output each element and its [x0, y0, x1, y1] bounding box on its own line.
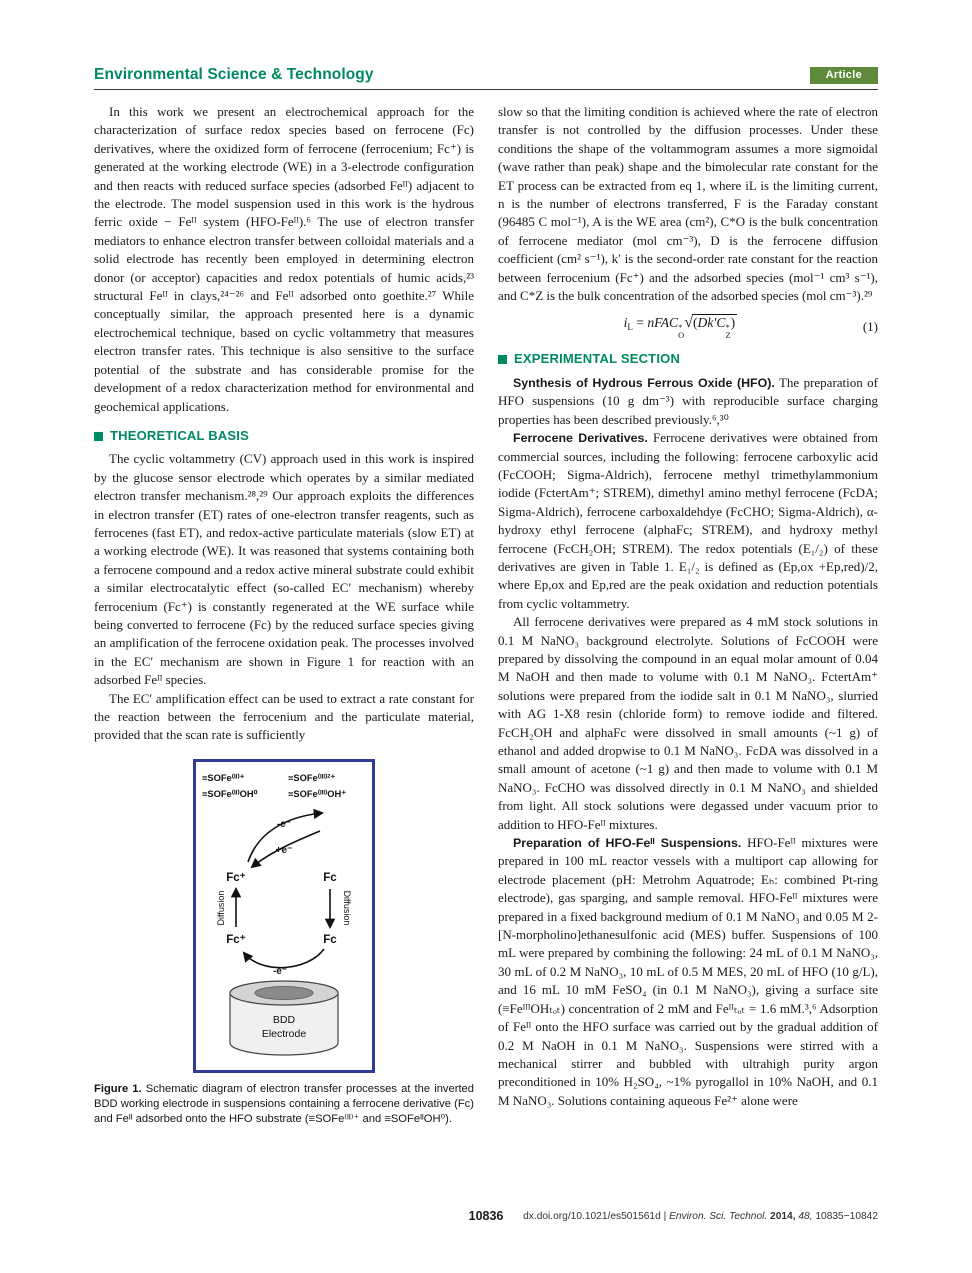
left-column [94, 103, 474, 1127]
eq-coef-sup: * [678, 322, 683, 333]
electron-loss-top-label: -e⁻ [276, 818, 292, 830]
fc-plus-upper-label: Fc⁺ [226, 871, 246, 884]
paragraph-ec-amplification: The EC′ amplification effect can be used to extract a rate constant for the reaction between the ferrocenium and the particulate material, provided that the scan rate is sufficiently [94, 690, 474, 743]
equation-1 [498, 314, 878, 339]
eq-inner-sup: * [725, 322, 730, 333]
eq-lhs-sub: L [627, 322, 633, 333]
paragraph-stock-solutions: All ferrocene derivatives were prepared as 4 mM stock solutions in 0.1 M NaNO₃ background electrolyte. Solutions of FcCOOH were prepared by dissolving the compound in an equal molar amount of 0.04 M NaOH and then made to volume with 0.1 M NaNO₃. FctertAm⁺ solutions were prepared from the iodide salt in 0.1 M NaNO₃, slurried with AG 1-X8 resin (chloride form) to remove iodide and filtered. FcCH₂OH and alphaFc were dissolved in small amounts (~1 g) of ethanol and added dropwise to 0.1 M NaNO₃. FcDA was dissolved in a small amount of acetone (~1 g) and then made to volume with 0.1 M NaNO₃. FcCHO was dissolved directly in 0.1 M NaNO₃ and shielded from light. All stock solutions were degassed under vacuum prior to addition to HFO-Feᴵᴵ mixtures. [498, 614, 878, 832]
paragraph-intro: In this work we present an electrochemical approach for the characterization of surface redox species based on ferrocene (Fc) derivatives, where the oxidized form of ferrocene (ferrocenium; Fc⁺) is generated at the working electrode (WE) in a 3-electrode configuration and then reacts with reduced surface species (adsorbed Feᴵᴵ) adjacent to the electrode. The model suspension used in this work is the hydrous ferric oxide − Feᴵᴵ system (HFO-Feᴵᴵ).⁶ The use of electron transfer mediators to enhance electron transfer between colloidal materials and a solid electrode has recently been employed in determining electron donor (or acceptor) capacities and redox potentials of humic acids,²³ structural Feᴵᴵ in clays,²⁴⁻²⁶ and Feᴵᴵ adsorbed onto goethite.²⁷ While conceptually similar, the approach presented here is a dynamic electrochemical technique, based on cyclic voltammetry that measures electron transfer rates. This technique is also sensitive to the surface potential of the substrate and has considerable promise for the development of a redox characterization method for environmental and geochemical applications. [94, 104, 474, 414]
paragraph-cv-approach: The cyclic voltammetry (CV) approach used in this work is inspired by the glucose sensor electrode which operates by a similar mediated electron transfer mechanism.²⁸,²⁹ Our approach exploits the differences in electron transfer (ET) rates of one-electron transfer reagents, such as ferrocenes (fast ET), and redox-active particulate materials (slow ET) at a working electrode (WE). It was reasoned that systems containing both a ferrocene compound and a redox active mineral substrate could exhibit a similar electrocatalytic effect (so-called EC′ mechanism) whereby ferrocenium (Fc⁺) is constantly regenerated at the WE surface while being converted to ferrocene (Fc) by the reduced surface species giving an amplification of the ferrocene oxidation peak. The processes involved in the EC′ mechanism are shown in Figure 1 for reaction with an adsorbed Feᴵᴵ species. [94, 451, 474, 688]
paragraph-preparation-suspensions [498, 834, 878, 1110]
subsection-title-synthesis: Synthesis of Hydrous Ferrous Oxide (HFO). [513, 375, 775, 390]
equation-1-number: (1) [862, 318, 878, 334]
equation-1-expression [498, 314, 863, 339]
fc-lower-label: Fc [323, 933, 337, 946]
electron-loss-bottom-label: -e⁻ [272, 965, 288, 977]
subsection-title-preparation: Preparation of HFO-Feᴵᴵ Suspensions. [513, 836, 742, 851]
article-type-badge: Article [810, 67, 878, 84]
eq-coefficient: nFAC [647, 315, 679, 331]
electron-transfer-schematic [200, 767, 368, 1067]
section-heading-label: THEORETICAL BASIS [110, 427, 249, 443]
subsection-title-derivatives: Ferrocene Derivatives. [513, 431, 648, 446]
fc-upper-label: Fc [323, 871, 337, 884]
doi-pages: 10835−10842 [812, 1211, 878, 1222]
subsection-text: Ferrocene derivatives were obtained from commercial sources, including the following: ferrocene carboxylic acid (FcCOOH; Sigma-Aldrich), ferrocene methyl trimethylammonium iodide (FctertAm⁺; STREM), dimethyl amino methyl ferrocene (FcDA; Sigma-Aldrich), ferrocene carboxaldehdye (FcCHO; Sigma-Aldrich), α-hydroxy ethyl ferrocene (alphaFc; STREM), and hydroxy methyl ferrocene (FcCH₂OH; STREM). The redox potentials (E₁/₂) of these derivatives are given in Table 1. E₁/₂ is defined as (Ep,ox +Ep,red)/2, where Ep,ox and Ep,red are the peak oxidation and reduction potentials from cyclic voltammetry. [498, 430, 878, 611]
species-label: ≡SOFe⁽ᴵᴵᴵ⁾²⁺ [288, 772, 336, 783]
electrode-oxidation-arrow [244, 949, 324, 968]
section-bullet-icon [498, 355, 507, 364]
figure-1-diagram [193, 759, 375, 1073]
eq-paren-open: ( [693, 315, 698, 331]
eq-equals: = [632, 315, 648, 331]
section-heading-theoretical-basis [94, 427, 474, 445]
figure-caption-lead: Figure 1. [94, 1082, 142, 1095]
doi-link-text[interactable]: dx.doi.org/10.1021/es501561d | [523, 1211, 670, 1222]
eq-coef-sub: O [678, 329, 685, 340]
journal-header [94, 66, 878, 84]
section-heading-experimental-section [498, 350, 878, 368]
figure-caption-text: Schematic diagram of electron transfer processes at the inverted BDD working electrode in suspensions containing a ferrocene derivative (Fc) and Feᴵᴵ adsorbed onto the HFO substrate (≡SOFe⁽ᴵᴵ⁾⁺ and ≡SOFeᴵᴵOH⁰). [94, 1082, 475, 1125]
figure-1-caption [94, 1082, 474, 1127]
bdd-disk [255, 986, 313, 999]
section-bullet-icon [94, 432, 103, 441]
subsection-text: HFO-Feᴵᴵ mixtures were prepared in 100 mL reactor vessels with a multiport cap allowing for electrode placement (pH: Metrohm Aquatrode; Eₕ: combined Pt-ring electrode), gas sparging, and sample removal. HFO-Feᴵᴵ mixtures were prepared in a fixed background medium of 0.1 M NaNO₃ and 0.05 M 2-[N-morpholino]ethanesulfonic acid (MES) buffer. Suspensions of 100 mL were prepared by combining the following: 24 mL of 0.1 M NaNO₃, 30 mL of 0.2 M NaNO₃, 10 mL of 0.5 M MES, 20 mL of HFO (10 g/L), and 16 mL 10 mM FeSO₄ (in 0.1 M NaNO₃), giving a surface site (≡FeᴵᴵᴵOHₜₒₜ) concentration of 2 mM and Feᴵᴵₜₒₜ = 1.6 mM.³,⁶ Adsorption of Feᴵᴵ onto the HFO surface was carried out by the gradual addition of 0.2 M NaOH in 0.1 M NaNO₃. Suspensions were stirred with a mechanical stirrer and bubbled with ultrahigh purity argon preconditioned in 10% H₂SO₄, ~1% pyrogallol in 10% NaOH, and 0.1 M NaNO₃. Solutions containing aqueous Fe²⁺ alone were [498, 835, 878, 1108]
electrode-label-line2: Electrode [261, 1027, 307, 1040]
paragraph-ferrocene-derivatives [498, 429, 878, 613]
eq-inner-sub: Z [725, 329, 731, 340]
eq-paren-close: ) [730, 315, 736, 331]
radical-sign: √ [684, 314, 694, 332]
doi-year: 2014, [767, 1211, 796, 1222]
journal-title: Environmental Science & Technology [94, 66, 374, 83]
doi-volume: 48, [795, 1211, 813, 1222]
electrode-label-line1: BDD [272, 1013, 296, 1026]
paragraph-limiting-condition: slow so that the limiting condition is achieved where the rate of electron transfer is not controlled by the diffusion processes. Under these conditions the shape of the voltammogram assumes a more sigmoidal (wave rather than peak) shape and the bimolecular rate constant for the ET process can be extracted from eq 1, where iL is the limiting current, n is the number of electrons transferred, F is the Faraday constant (96485 C mol⁻¹), A is the WE area (cm²), C*O is the bulk concentration of ferrocene mediator (mol cm⁻³), D is the ferrocene diffusion coefficient (cm² s⁻¹), k′ is the second-order rate constant for the reaction between ferrocenium (Fc⁺) and the adsorbed species (mol⁻¹ cm³ s⁻¹), and C*Z is the bulk concentration of the adsorbed species (mol cm⁻³).²⁹ [498, 104, 878, 304]
eq-lhs-var: i [623, 315, 628, 331]
subsection-text: The preparation of HFO suspensions (10 g dm⁻³) with reproducible surface charging properties has been described previously.⁶,³⁰ [498, 374, 878, 427]
page-footer [94, 1209, 878, 1225]
eq-inner-var: Dk′C [697, 315, 726, 331]
species-label: ≡SOFe⁽ᴵᴵᴵ⁾OH⁺ [288, 788, 347, 799]
diffusion-left-label: Diffusion [216, 890, 226, 926]
figure-1 [94, 759, 474, 1127]
section-heading-label: EXPERIMENTAL SECTION [514, 351, 681, 367]
eq-radicand [692, 314, 737, 339]
doi-citation[interactable] [523, 1211, 878, 1222]
right-column [498, 103, 878, 1127]
doi-journal-abbrev: Environ. Sci. Technol. [669, 1211, 768, 1222]
species-label: ≡SOFe⁽ᴵᴵ⁾OH⁰ [202, 788, 258, 799]
species-label: ≡SOFe⁽ᴵᴵ⁾⁺ [202, 772, 245, 783]
header-rule [94, 89, 878, 90]
electron-gain-label: +e⁻ [275, 844, 293, 856]
diffusion-right-label: Diffusion [342, 890, 352, 926]
article-body [94, 103, 878, 1127]
fc-plus-lower-label: Fc⁺ [226, 933, 246, 946]
paragraph-synthesis-hfo [498, 374, 878, 429]
page-number: 10836 [468, 1209, 504, 1223]
